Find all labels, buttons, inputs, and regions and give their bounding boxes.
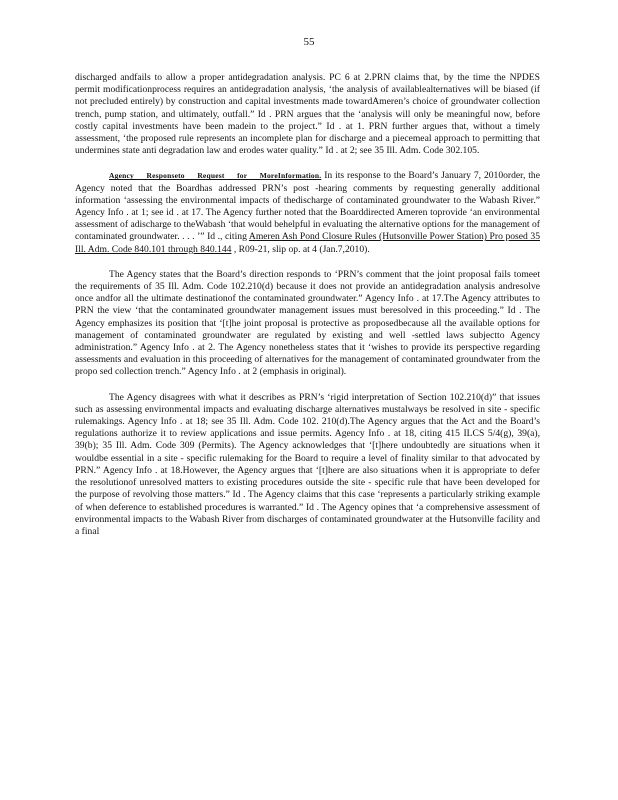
paragraph-text: In its response to the Board’s January 7, 2010order, the Agency noted that the Boardhas addressed PRN’s post -hearing comments by requesting generally additional information ‘assessing the environmental impacts of thedischarge of contaminated groundwater to the Wabash River.” Agency Info . at 1; see id . at 17. The Agency further noted that the Boarddirected Ameren toprovide ‘an environmental assessment of adischarge to theWabash ‘that would behelpful in evaluating the alternative options for the management of contaminated groundwater. . . . ’” Id ., citing — [75, 170, 540, 243]
paragraph-agency-disagrees: The Agency disagrees with what it describes as PRN’s ‘rigid interpretation of Section 102.210(d)” that issues such as assessing environmental impacts and evaluating discharge alternatives mustalways be resolved in site - specific rulemakings. Agency Info . at 18; see 35 Ill. Adm. Code 102. 210(d).The Agency argues that the Act and the Board’s regulations authorize it to review applications and issue permits. Agency Info . at 18, citing 415 ILCS 5/4(g), 39(a), 39(b); 35 Ill. Adm. Code 309 (Permits). The Agency acknowledges that ‘[t]here undoubtedly are situations when it wouldbe essential in a site - specific rulemaking for the Board to require a level of finality similar to that advocated by PRN.” Agency Info . at 18.However, the Agency argues that ‘[t]here are also situations when it is appropriate to defer the resolutionof unresolved matters to existing procedures outside the site - specific rule that have been developed for the purpose of revolving those matters.” Id . The Agency claims that this case ‘represents a particularly striking example of when deference to established procedures is warranted.” Id . The Agency opines that ‘a comprehensive assessment of environmental impacts to the Wabash River from discharges of contaminated groundwater at the Hutsonville facility and a final — [75, 391, 540, 537]
citation-tail: , R09-21, slip op. at 4 (Jan.7,2010). — [231, 243, 370, 255]
case-citation: Ameren Ash Pond Closure Rules (Hutsonville Power Station) Pro posed 35 Ill. Adm. Code 840.101 through 840.144 — [75, 231, 540, 255]
paragraph-agency-states: The Agency states that the Board’s direction responds to ‘PRN’s comment that the joint proposal fails tomeet the requirements of 35 Ill. Adm. Code 102.210(d) because it does not provide an antidegradation analysis andresolve once andfor all the ultimate destinationof the contaminated groundwater.” Agency Info . at 17.The Agency attributes to PRN the view ‘that the contaminated groundwater management issues must beresolved in this proceeding.” Id . The Agency emphasizes its position that ‘[t]he joint proposal is protective as proposedbecause all the available options for management of contaminated groundwater are regulated by existing and well -settled laws subjectto Agency administration.” Agency Info . at 2. The Agency nonetheless states that it ‘wishes to provide its perspective regarding assessments and evaluation in this proceeding of alternatives for the management of contaminated groundwater from the propo sed collection trench.” Agency Info . at 2 (emphasis in original). — [75, 268, 540, 378]
paragraph-agency-response — [75, 170, 540, 255]
page-number: 55 — [303, 36, 315, 48]
paragraph-prn-claims: discharged andfails to allow a proper antidegradation analysis. PC 6 at 2.PRN claims that, by the time the NPDES permit modificationprocess requires an antidegradation analysis, ‘the analysis of availablealternatives will be biased (if not precluded entirely) by construction and capital investments made towardAmeren’s choice of groundwater collection trench, pump station, and ultimately, outfall.” Id . PRN argues that the ‘analysis will only be meaningful now, before costly capital investments have been madein to the project.” Id . at 1. PRN further argues that, without a timely assessment, ‘the proposed rule represents an incomplete plan for discharge and a piecemeal approach to permitting that undermines state anti degradation law and erodes water quality.” Id . at 2; see 35 Ill. Adm. Code 302.105. — [75, 72, 540, 157]
document-body — [75, 72, 540, 551]
section-heading: Agency Responseto Request for MoreInformation. — [109, 171, 322, 181]
